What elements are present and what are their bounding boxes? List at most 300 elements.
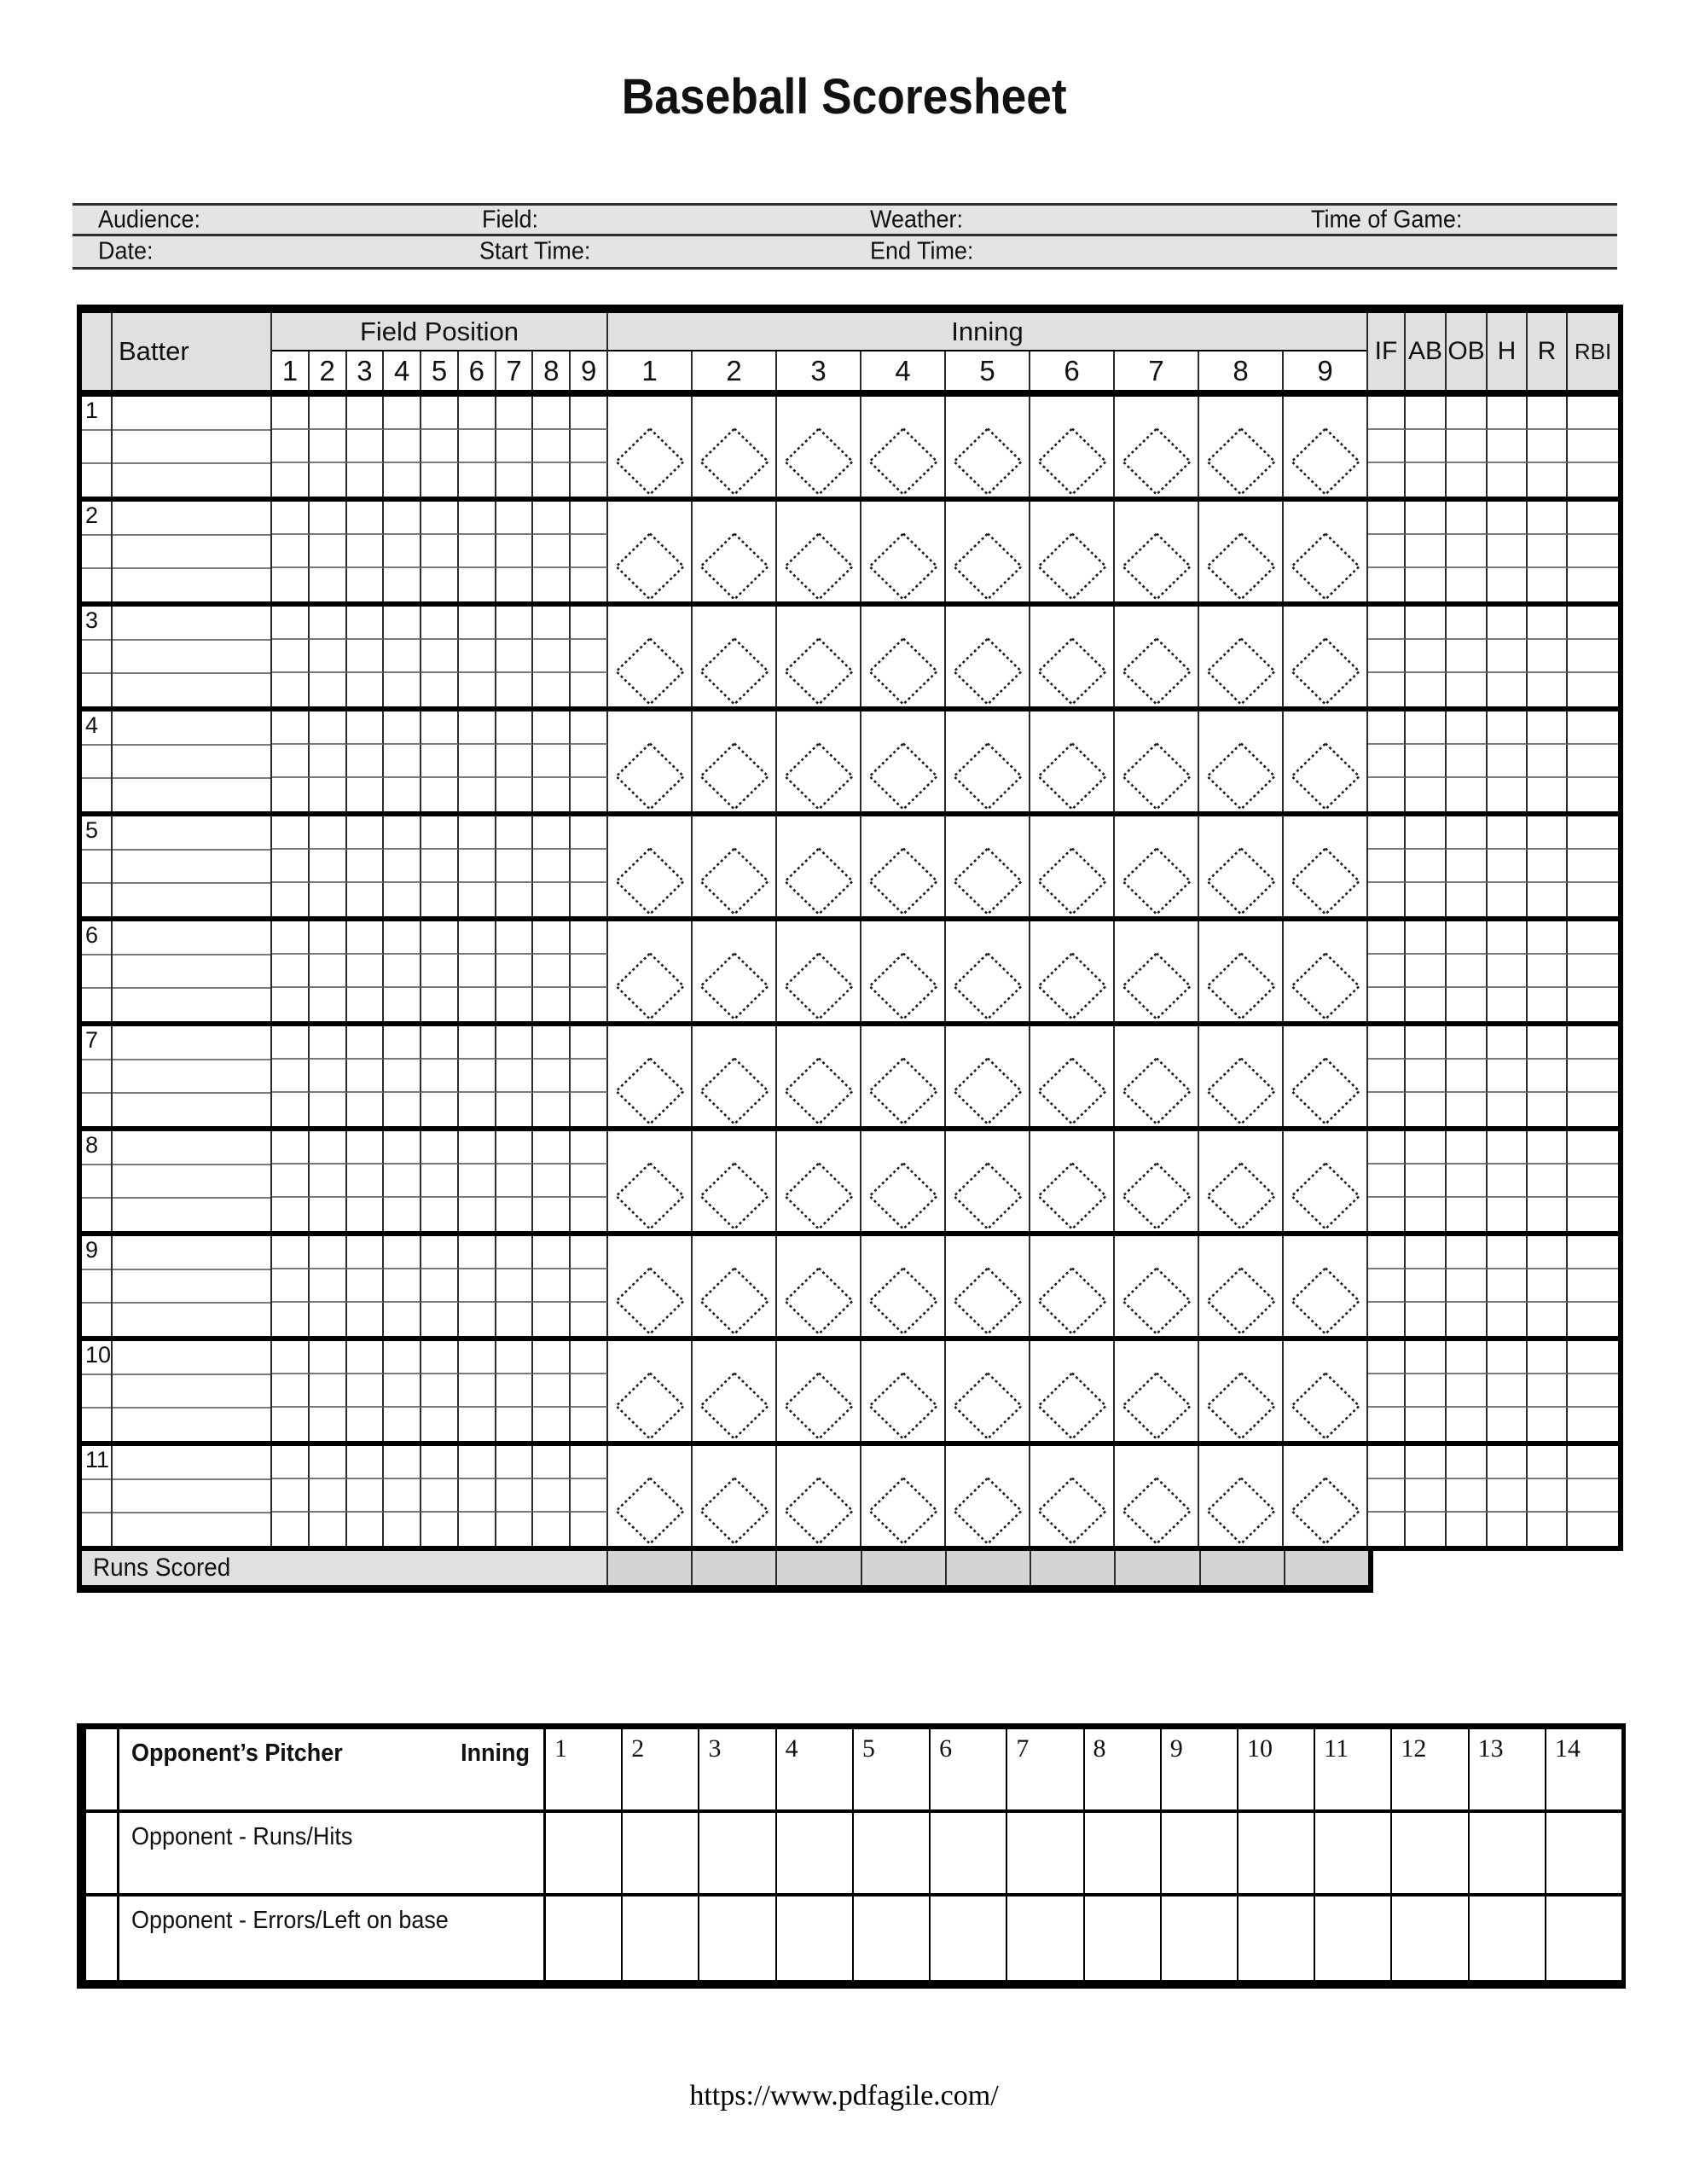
field-position-cell[interactable] (459, 1513, 496, 1546)
batter-name-cell[interactable] (113, 1341, 270, 1375)
field-position-cell[interactable] (571, 1236, 608, 1269)
field-position-cell[interactable] (421, 502, 459, 535)
field-position-cell[interactable] (384, 502, 421, 535)
inning-scoring-cell[interactable] (1199, 1446, 1284, 1546)
opponent-errors-lob-cell[interactable] (1315, 1896, 1392, 1980)
field-position-cell[interactable] (421, 1131, 459, 1165)
inning-scoring-cell[interactable] (693, 607, 777, 706)
stat-cell[interactable] (1568, 1093, 1618, 1126)
inning-scoring-cell[interactable] (1199, 712, 1284, 811)
batter-name-cell[interactable] (113, 956, 270, 990)
stat-cell[interactable] (1488, 1374, 1528, 1408)
stat-cell[interactable] (1406, 1026, 1447, 1060)
field-position-cell[interactable] (459, 1026, 496, 1060)
inning-scoring-cell[interactable] (1199, 1236, 1284, 1336)
inning-scoring-cell[interactable] (861, 1131, 946, 1231)
stat-cell[interactable] (1368, 568, 1406, 601)
field-position-cell[interactable] (459, 1374, 496, 1408)
field-position-cell[interactable] (421, 568, 459, 601)
runs-scored-cell[interactable] (777, 1551, 861, 1585)
stat-cell[interactable] (1447, 745, 1488, 778)
runs-scored-cell[interactable] (862, 1551, 947, 1585)
inning-scoring-cell[interactable] (777, 921, 861, 1021)
runs-scored-cell[interactable] (947, 1551, 1031, 1585)
field-position-cell[interactable] (384, 921, 421, 955)
inning-scoring-cell[interactable] (1284, 921, 1368, 1021)
inning-scoring-cell[interactable] (1115, 1341, 1199, 1441)
stat-cell[interactable] (1368, 1479, 1406, 1513)
field-position-cell[interactable] (533, 1165, 571, 1198)
field-position-cell[interactable] (571, 921, 608, 955)
batter-name-cell[interactable] (113, 1199, 270, 1231)
stat-cell[interactable] (1568, 463, 1618, 497)
field-position-cell[interactable] (571, 1093, 608, 1126)
stat-cell[interactable] (1488, 712, 1528, 745)
stat-cell[interactable] (1568, 921, 1618, 955)
inning-scoring-cell[interactable] (861, 921, 946, 1021)
batter-name-cell[interactable] (113, 921, 270, 956)
inning-scoring-cell[interactable] (608, 921, 693, 1021)
field-position-cell[interactable] (459, 883, 496, 916)
field-position-cell[interactable] (272, 1479, 310, 1513)
stat-cell[interactable] (1488, 778, 1528, 811)
stat-cell[interactable] (1528, 397, 1568, 430)
stat-cell[interactable] (1447, 850, 1488, 883)
field-position-cell[interactable] (571, 955, 608, 988)
inning-scoring-cell[interactable] (1199, 1341, 1284, 1441)
field-position-cell[interactable] (272, 921, 310, 955)
field-position-cell[interactable] (571, 778, 608, 811)
field-position-cell[interactable] (310, 1026, 347, 1060)
stat-cell[interactable] (1447, 1303, 1488, 1336)
field-position-cell[interactable] (310, 1060, 347, 1093)
field-position-cell[interactable] (421, 1479, 459, 1513)
field-position-cell[interactable] (347, 1026, 385, 1060)
field-position-cell[interactable] (347, 1513, 385, 1546)
field-position-cell[interactable] (496, 1374, 534, 1408)
stat-cell[interactable] (1447, 778, 1488, 811)
field-position-cell[interactable] (384, 1026, 421, 1060)
stat-cell[interactable] (1368, 745, 1406, 778)
field-position-cell[interactable] (347, 745, 385, 778)
field-position-cell[interactable] (384, 1165, 421, 1198)
batter-name-cell[interactable] (113, 607, 270, 641)
field-position-cell[interactable] (310, 430, 347, 463)
field-position-cell[interactable] (347, 1236, 385, 1269)
field-position-cell[interactable] (421, 1513, 459, 1546)
stat-cell[interactable] (1488, 883, 1528, 916)
field-position-cell[interactable] (384, 1408, 421, 1441)
stat-cell[interactable] (1447, 607, 1488, 640)
stat-cell[interactable] (1528, 921, 1568, 955)
stat-cell[interactable] (1528, 988, 1568, 1021)
stat-cell[interactable] (1406, 673, 1447, 706)
stat-cell[interactable] (1568, 430, 1618, 463)
field-position-cell[interactable] (459, 988, 496, 1021)
field-position-cell[interactable] (272, 1198, 310, 1231)
field-position-cell[interactable] (272, 1060, 310, 1093)
field-position-cell[interactable] (421, 1374, 459, 1408)
inning-scoring-cell[interactable] (946, 1341, 1030, 1441)
inning-scoring-cell[interactable] (1284, 816, 1368, 916)
stat-cell[interactable] (1406, 502, 1447, 535)
field-position-cell[interactable] (347, 778, 385, 811)
field-position-cell[interactable] (459, 778, 496, 811)
field-position-cell[interactable] (496, 535, 534, 568)
inning-scoring-cell[interactable] (946, 712, 1030, 811)
field-position-cell[interactable] (384, 1236, 421, 1269)
opponent-runs-hits-cell[interactable] (854, 1813, 931, 1893)
opponent-runs-hits-cell[interactable] (777, 1813, 854, 1893)
stat-cell[interactable] (1568, 1341, 1618, 1374)
stat-cell[interactable] (1406, 1303, 1447, 1336)
stat-cell[interactable] (1447, 1479, 1488, 1513)
stat-cell[interactable] (1528, 712, 1568, 745)
field-position-cell[interactable] (310, 463, 347, 497)
field-position-cell[interactable] (384, 1446, 421, 1479)
field-position-cell[interactable] (310, 955, 347, 988)
stat-cell[interactable] (1528, 640, 1568, 673)
stat-cell[interactable] (1406, 816, 1447, 850)
field-position-cell[interactable] (421, 816, 459, 850)
batter-name-cell[interactable] (113, 1304, 270, 1336)
field-position-cell[interactable] (272, 1236, 310, 1269)
stat-cell[interactable] (1447, 1269, 1488, 1303)
field-position-cell[interactable] (310, 850, 347, 883)
stat-cell[interactable] (1447, 1093, 1488, 1126)
field-position-cell[interactable] (459, 921, 496, 955)
opponent-runs-hits-cell[interactable] (1085, 1813, 1162, 1893)
stat-cell[interactable] (1488, 1513, 1528, 1546)
field-position-cell[interactable] (421, 1341, 459, 1374)
inning-scoring-cell[interactable] (946, 1236, 1030, 1336)
field-position-cell[interactable] (421, 1269, 459, 1303)
stat-cell[interactable] (1488, 1093, 1528, 1126)
stat-cell[interactable] (1568, 1374, 1618, 1408)
opponent-runs-hits-cell[interactable] (1392, 1813, 1469, 1893)
stat-cell[interactable] (1447, 502, 1488, 535)
opponent-errors-lob-cell[interactable] (546, 1896, 623, 1980)
opponent-runs-hits-cell[interactable] (1238, 1813, 1315, 1893)
field-position-cell[interactable] (421, 1236, 459, 1269)
field-position-cell[interactable] (459, 1408, 496, 1441)
field-position-cell[interactable] (347, 1374, 385, 1408)
inning-scoring-cell[interactable] (1199, 816, 1284, 916)
field-position-cell[interactable] (384, 1269, 421, 1303)
batter-name-cell[interactable] (113, 1165, 270, 1199)
opponent-errors-lob-cell[interactable] (854, 1896, 931, 1980)
stat-cell[interactable] (1568, 1269, 1618, 1303)
stat-cell[interactable] (1488, 850, 1528, 883)
batter-name-cell[interactable] (113, 674, 270, 706)
stat-cell[interactable] (1447, 1513, 1488, 1546)
stat-cell[interactable] (1406, 568, 1447, 601)
field-position-cell[interactable] (533, 607, 571, 640)
stat-cell[interactable] (1447, 463, 1488, 497)
field-position-cell[interactable] (421, 1060, 459, 1093)
field-position-cell[interactable] (310, 568, 347, 601)
inning-scoring-cell[interactable] (946, 502, 1030, 601)
stat-cell[interactable] (1368, 640, 1406, 673)
batter-name-cell[interactable] (113, 1270, 270, 1304)
field-position-cell[interactable] (347, 535, 385, 568)
stat-cell[interactable] (1528, 1479, 1568, 1513)
stat-cell[interactable] (1406, 955, 1447, 988)
field-position-cell[interactable] (496, 1198, 534, 1231)
field-position-cell[interactable] (571, 712, 608, 745)
field-position-cell[interactable] (459, 712, 496, 745)
inning-scoring-cell[interactable] (608, 712, 693, 811)
stat-cell[interactable] (1568, 712, 1618, 745)
field-position-cell[interactable] (384, 1093, 421, 1126)
field-position-cell[interactable] (571, 883, 608, 916)
inning-scoring-cell[interactable] (1030, 1446, 1115, 1546)
field-position-cell[interactable] (384, 1374, 421, 1408)
inning-scoring-cell[interactable] (693, 712, 777, 811)
stat-cell[interactable] (1406, 883, 1447, 916)
field-position-cell[interactable] (571, 1269, 608, 1303)
opponent-errors-lob-cell[interactable] (931, 1896, 1007, 1980)
inning-scoring-cell[interactable] (1284, 1131, 1368, 1231)
field-position-cell[interactable] (272, 988, 310, 1021)
stat-cell[interactable] (1528, 1026, 1568, 1060)
stat-cell[interactable] (1488, 463, 1528, 497)
field-position-cell[interactable] (571, 397, 608, 430)
stat-cell[interactable] (1528, 568, 1568, 601)
inning-scoring-cell[interactable] (1030, 816, 1115, 916)
field-position-cell[interactable] (533, 1269, 571, 1303)
opponent-runs-hits-cell[interactable] (1162, 1813, 1238, 1893)
field-position-cell[interactable] (347, 673, 385, 706)
field-position-cell[interactable] (533, 816, 571, 850)
field-position-cell[interactable] (272, 397, 310, 430)
field-position-cell[interactable] (384, 463, 421, 497)
field-position-cell[interactable] (310, 712, 347, 745)
field-position-cell[interactable] (533, 988, 571, 1021)
field-position-cell[interactable] (310, 1341, 347, 1374)
field-position-cell[interactable] (496, 850, 534, 883)
stat-cell[interactable] (1368, 397, 1406, 430)
field-position-cell[interactable] (272, 607, 310, 640)
inning-scoring-cell[interactable] (861, 712, 946, 811)
field-position-cell[interactable] (533, 673, 571, 706)
field-position-cell[interactable] (421, 712, 459, 745)
inning-scoring-cell[interactable] (777, 816, 861, 916)
opponent-errors-lob-cell[interactable] (1238, 1896, 1315, 1980)
field-position-cell[interactable] (496, 1060, 534, 1093)
field-position-cell[interactable] (459, 1303, 496, 1336)
stat-cell[interactable] (1406, 921, 1447, 955)
stat-cell[interactable] (1406, 1198, 1447, 1231)
field-position-cell[interactable] (421, 1446, 459, 1479)
stat-cell[interactable] (1528, 955, 1568, 988)
field-position-cell[interactable] (571, 1060, 608, 1093)
opponent-inning-cell[interactable]: 7 (1007, 1729, 1084, 1809)
field-position-cell[interactable] (347, 463, 385, 497)
field-position-cell[interactable] (571, 502, 608, 535)
field-position-cell[interactable] (496, 1513, 534, 1546)
field-position-cell[interactable] (421, 673, 459, 706)
inning-scoring-cell[interactable] (1115, 1236, 1199, 1336)
inning-scoring-cell[interactable] (608, 397, 693, 497)
stat-cell[interactable] (1488, 1198, 1528, 1231)
field-position-cell[interactable] (347, 712, 385, 745)
field-position-cell[interactable] (272, 745, 310, 778)
field-position-cell[interactable] (533, 463, 571, 497)
field-position-cell[interactable] (459, 745, 496, 778)
inning-scoring-cell[interactable] (777, 1341, 861, 1441)
batter-name-cell[interactable] (113, 397, 270, 431)
stat-cell[interactable] (1368, 1026, 1406, 1060)
batter-name-cell[interactable] (113, 536, 270, 570)
inning-scoring-cell[interactable] (1284, 502, 1368, 601)
stat-cell[interactable] (1488, 1060, 1528, 1093)
field-position-cell[interactable] (310, 397, 347, 430)
inning-scoring-cell[interactable] (1284, 712, 1368, 811)
stat-cell[interactable] (1568, 568, 1618, 601)
stat-cell[interactable] (1488, 1026, 1528, 1060)
batter-name-cell[interactable] (113, 1375, 270, 1409)
inning-scoring-cell[interactable] (1284, 1026, 1368, 1126)
field-position-cell[interactable] (533, 430, 571, 463)
field-position-cell[interactable] (310, 1446, 347, 1479)
stat-cell[interactable] (1488, 1131, 1528, 1165)
batter-name-cell[interactable] (113, 1060, 270, 1095)
stat-cell[interactable] (1406, 1165, 1447, 1198)
field-position-cell[interactable] (347, 1093, 385, 1126)
stat-cell[interactable] (1368, 850, 1406, 883)
stat-cell[interactable] (1406, 397, 1447, 430)
stat-cell[interactable] (1488, 921, 1528, 955)
field-position-cell[interactable] (571, 568, 608, 601)
inning-scoring-cell[interactable] (861, 607, 946, 706)
stat-cell[interactable] (1488, 955, 1528, 988)
stat-cell[interactable] (1368, 673, 1406, 706)
stat-cell[interactable] (1368, 1303, 1406, 1336)
field-position-cell[interactable] (347, 883, 385, 916)
stat-cell[interactable] (1447, 955, 1488, 988)
stat-cell[interactable] (1368, 1236, 1406, 1269)
field-position-cell[interactable] (384, 712, 421, 745)
stat-cell[interactable] (1368, 535, 1406, 568)
field-position-cell[interactable] (496, 1026, 534, 1060)
opponent-errors-lob-cell[interactable] (623, 1896, 699, 1980)
stat-cell[interactable] (1406, 607, 1447, 640)
stat-cell[interactable] (1528, 430, 1568, 463)
field-position-cell[interactable] (459, 568, 496, 601)
stat-cell[interactable] (1368, 712, 1406, 745)
inning-scoring-cell[interactable] (946, 397, 1030, 497)
batter-name-cell[interactable] (113, 464, 270, 497)
field-position-cell[interactable] (310, 1513, 347, 1546)
stat-cell[interactable] (1488, 673, 1528, 706)
field-position-cell[interactable] (496, 778, 534, 811)
inning-scoring-cell[interactable] (1199, 397, 1284, 497)
field-position-cell[interactable] (310, 745, 347, 778)
field-position-cell[interactable] (347, 607, 385, 640)
stat-cell[interactable] (1528, 1341, 1568, 1374)
field-position-cell[interactable] (347, 1269, 385, 1303)
field-position-cell[interactable] (533, 640, 571, 673)
inning-scoring-cell[interactable] (1115, 502, 1199, 601)
field-position-cell[interactable] (272, 1269, 310, 1303)
stat-cell[interactable] (1568, 397, 1618, 430)
stat-cell[interactable] (1368, 1374, 1406, 1408)
field-position-cell[interactable] (310, 1198, 347, 1231)
field-position-cell[interactable] (533, 535, 571, 568)
field-position-cell[interactable] (310, 1303, 347, 1336)
inning-scoring-cell[interactable] (693, 1236, 777, 1336)
field-position-cell[interactable] (272, 1026, 310, 1060)
stat-cell[interactable] (1406, 1479, 1447, 1513)
field-position-cell[interactable] (533, 1131, 571, 1165)
batter-name-cell[interactable] (113, 816, 270, 851)
stat-cell[interactable] (1368, 1513, 1406, 1546)
field-position-cell[interactable] (571, 535, 608, 568)
stat-cell[interactable] (1528, 1408, 1568, 1441)
field-position-cell[interactable] (272, 778, 310, 811)
inning-scoring-cell[interactable] (608, 1446, 693, 1546)
field-position-cell[interactable] (533, 397, 571, 430)
opponent-errors-lob-cell[interactable] (1470, 1896, 1546, 1980)
inning-scoring-cell[interactable] (777, 1026, 861, 1126)
stat-cell[interactable] (1406, 463, 1447, 497)
inning-scoring-cell[interactable] (693, 921, 777, 1021)
field-position-cell[interactable] (459, 1341, 496, 1374)
field-position-cell[interactable] (421, 607, 459, 640)
field-position-cell[interactable] (421, 640, 459, 673)
field-position-cell[interactable] (310, 1269, 347, 1303)
stat-cell[interactable] (1528, 1165, 1568, 1198)
stat-cell[interactable] (1406, 1269, 1447, 1303)
stat-cell[interactable] (1528, 778, 1568, 811)
opponent-inning-cell[interactable]: 12 (1392, 1729, 1469, 1809)
stat-cell[interactable] (1447, 816, 1488, 850)
stat-cell[interactable] (1488, 1165, 1528, 1198)
field-position-cell[interactable] (459, 1198, 496, 1231)
inning-scoring-cell[interactable] (777, 397, 861, 497)
inning-scoring-cell[interactable] (1115, 921, 1199, 1021)
stat-cell[interactable] (1406, 1236, 1447, 1269)
opponent-inning-cell[interactable]: 6 (931, 1729, 1007, 1809)
field-position-cell[interactable] (347, 568, 385, 601)
stat-cell[interactable] (1488, 535, 1528, 568)
inning-scoring-cell[interactable] (777, 607, 861, 706)
stat-cell[interactable] (1368, 955, 1406, 988)
field-position-cell[interactable] (459, 1060, 496, 1093)
opponent-errors-lob-cell[interactable] (1392, 1896, 1469, 1980)
batter-name-cell[interactable] (113, 1236, 270, 1270)
opponent-runs-hits-cell[interactable] (546, 1813, 623, 1893)
field-position-cell[interactable] (459, 502, 496, 535)
field-position-cell[interactable] (384, 673, 421, 706)
opponent-errors-lob-cell[interactable] (699, 1896, 776, 1980)
inning-scoring-cell[interactable] (693, 502, 777, 601)
inning-scoring-cell[interactable] (693, 816, 777, 916)
field-position-cell[interactable] (310, 988, 347, 1021)
stat-cell[interactable] (1488, 640, 1528, 673)
field-position-cell[interactable] (496, 1269, 534, 1303)
field-position-cell[interactable] (459, 1269, 496, 1303)
field-position-cell[interactable] (310, 1374, 347, 1408)
opponent-inning-cell[interactable]: 3 (699, 1729, 776, 1809)
field-position-cell[interactable] (421, 955, 459, 988)
inning-scoring-cell[interactable] (693, 1446, 777, 1546)
field-position-cell[interactable] (533, 1408, 571, 1441)
inning-scoring-cell[interactable] (1030, 1026, 1115, 1126)
inning-scoring-cell[interactable] (946, 1131, 1030, 1231)
stat-cell[interactable] (1488, 430, 1528, 463)
